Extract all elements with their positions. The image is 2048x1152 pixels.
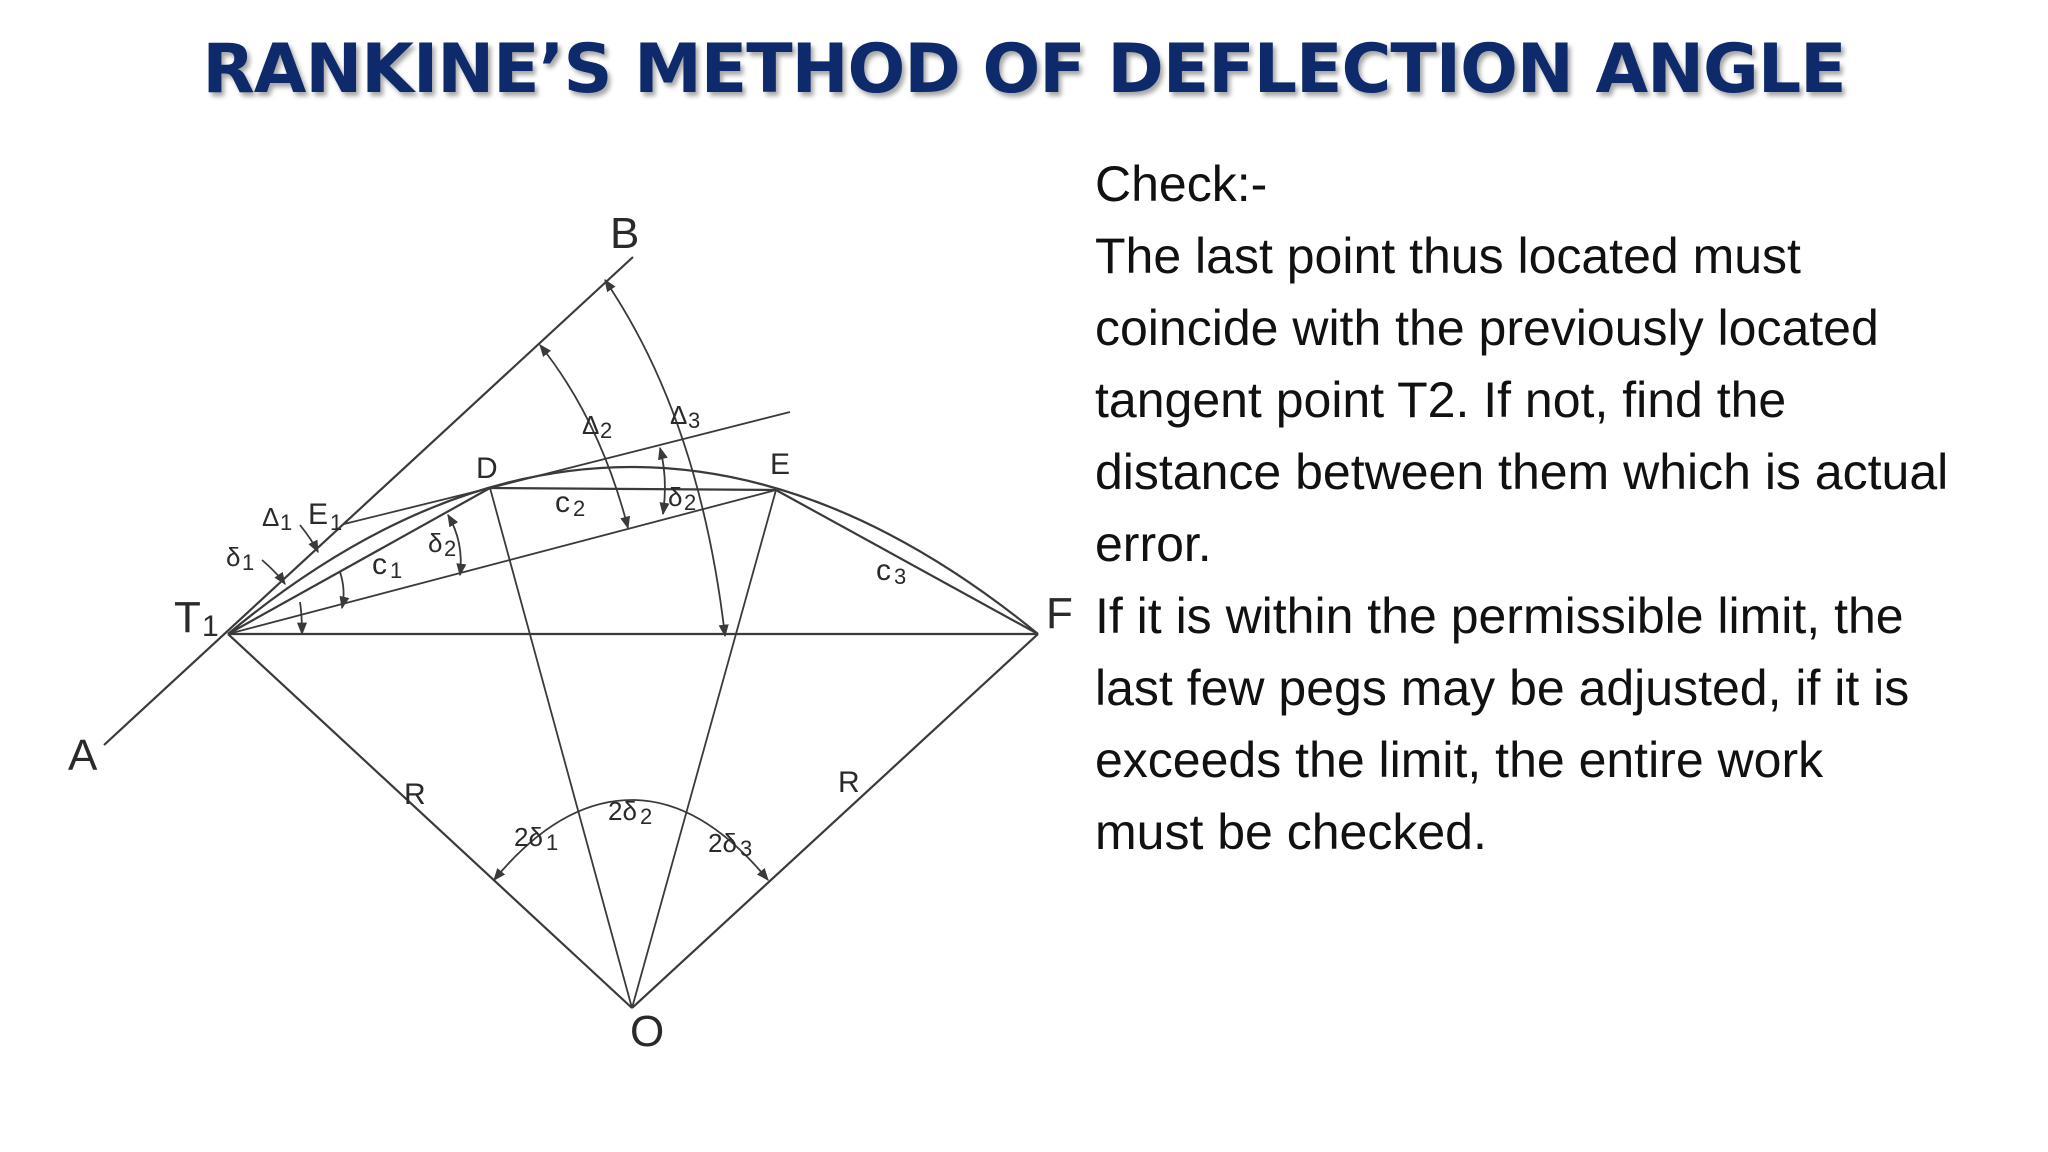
label-delta1-sub: 1: [280, 510, 293, 535]
label-delta3-sub: 3: [688, 408, 701, 433]
check-line: The last point thus located must: [1095, 228, 1801, 284]
label-d2-lower: δ: [428, 528, 443, 558]
label-d1-sub: 1: [242, 550, 255, 575]
check-line: exceeds the limit, the entire work: [1095, 732, 1824, 788]
chord-c3: [776, 490, 1038, 634]
check-line: distance between them which is actual: [1095, 444, 1949, 500]
label-d1: δ: [226, 542, 241, 572]
check-text: [1095, 148, 2040, 868]
label-r-right: R: [838, 766, 860, 799]
chord-c2: [490, 488, 776, 490]
check-line: error.: [1095, 516, 1212, 572]
radius-e-o: [632, 490, 776, 1008]
arc-delta3: [605, 280, 725, 636]
label-c2-sub: 2: [573, 496, 586, 521]
label-a: A: [68, 731, 98, 780]
label-c2: c: [555, 486, 570, 519]
label-r-left: R: [404, 778, 426, 811]
curve-arc: [228, 467, 1038, 634]
label-c3-sub: 3: [894, 564, 907, 589]
label-d2-upper-sub: 2: [684, 490, 697, 515]
label-c1-sub: 1: [390, 558, 403, 583]
check-heading: Check:-: [1095, 156, 1268, 212]
tangent-line-ab: [104, 257, 633, 745]
offset-e1-d: [344, 488, 490, 524]
radius-f-o: [632, 634, 1038, 1008]
check-line: last few pegs may be adjusted, if it is: [1095, 660, 1910, 716]
check-line: coincide with the previously located: [1095, 300, 1879, 356]
rankine-diagram: [0, 130, 1080, 1140]
label-delta1: Δ: [262, 502, 280, 532]
arc-d2-upper: [660, 448, 665, 514]
label-e1-sub: 1: [330, 510, 343, 535]
tangent-at-d: [490, 412, 790, 488]
label-delta2: Δ: [582, 410, 600, 440]
label-delta2-sub: 2: [600, 418, 613, 443]
label-d: D: [476, 452, 498, 485]
label-e1: E: [308, 498, 329, 531]
label-t1: T: [174, 593, 201, 642]
label-center2-sub: 2: [640, 804, 653, 829]
label-e: E: [770, 448, 791, 481]
arc-c1: [340, 572, 344, 608]
label-center3: 2δ: [708, 828, 737, 858]
label-delta3: Δ: [670, 400, 688, 430]
label-center1: 2δ: [514, 822, 543, 852]
radius-t1-o: [228, 634, 632, 1008]
slide-title: RANKINE’S METHOD OF DEFLECTION ANGLE: [202, 30, 1846, 109]
radius-d-o: [490, 488, 632, 1008]
label-o: O: [630, 1007, 665, 1056]
arc-t1-small: [300, 602, 302, 634]
arc-d1: [262, 560, 285, 584]
label-center2: 2δ: [608, 796, 637, 826]
label-center1-sub: 1: [546, 830, 559, 855]
label-c3: c: [876, 554, 891, 587]
check-line: tangent point T2. If not, find the: [1095, 372, 1787, 428]
check-line: must be checked.: [1095, 804, 1487, 860]
label-center3-sub: 3: [740, 836, 753, 861]
label-b: B: [610, 209, 640, 258]
label-d2-upper: δ: [668, 482, 683, 512]
label-f: F: [1046, 589, 1073, 638]
label-t1-sub: 1: [202, 610, 219, 643]
check-line: If it is within the permissible limit, the: [1095, 588, 1904, 644]
label-d2-lower-sub: 2: [444, 536, 457, 561]
label-c1: c: [372, 548, 387, 581]
